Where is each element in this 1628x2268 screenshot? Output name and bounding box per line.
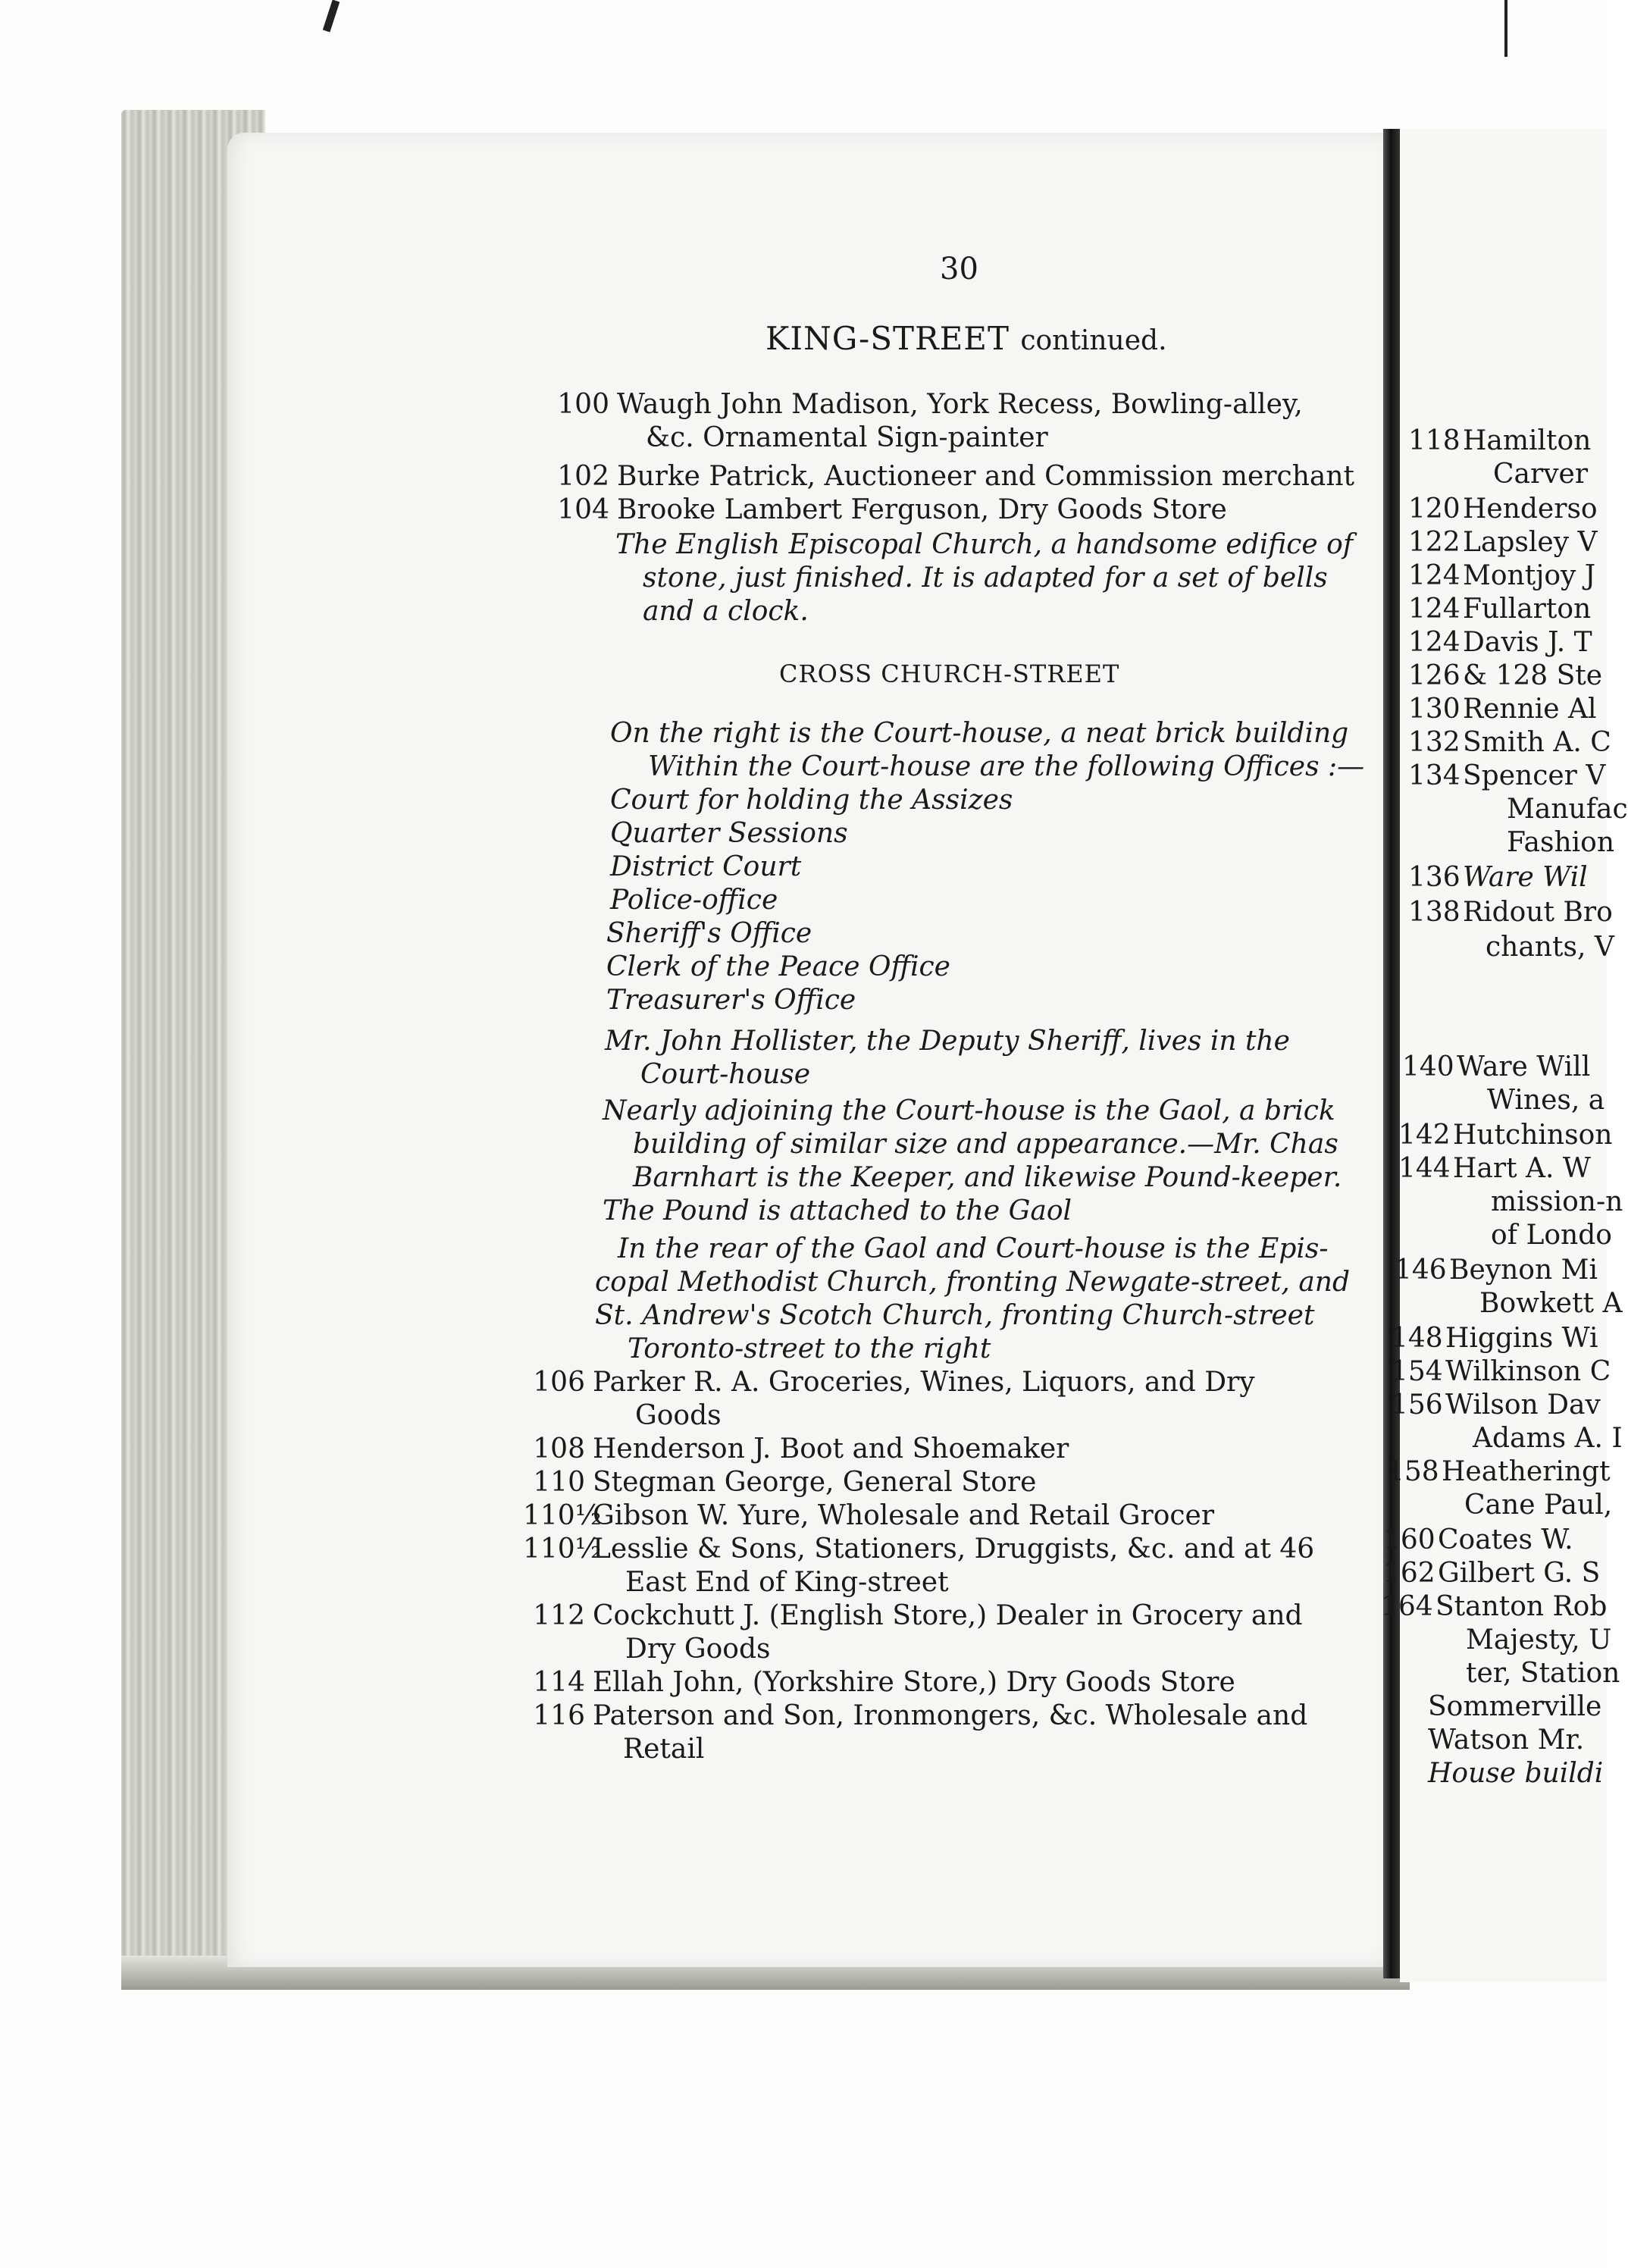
entry-continuation: Retail: [623, 1734, 705, 1765]
cross-street-heading: CROSS CHURCH-STREET: [779, 659, 1120, 688]
right-page-line: mission-n: [1491, 1186, 1623, 1217]
entry-text: Burke Patrick, Auctioneer and Commission merchant: [617, 461, 1355, 492]
entry-continuation: Goods: [635, 1400, 722, 1431]
entry-text: Brooke Lambert Ferguson, Dry Goods Store: [617, 494, 1227, 525]
house-number: 100: [557, 389, 609, 420]
house-number: 108: [533, 1433, 585, 1464]
right-page-line: Majesty, U: [1466, 1624, 1612, 1656]
right-page-line: 146Beynon Mi: [1395, 1255, 1598, 1286]
scratch-mark: [1504, 0, 1507, 57]
right-page-line: 132Smith A. C: [1408, 727, 1611, 758]
right-page-line: 144Hart A. W: [1398, 1153, 1591, 1184]
right-page-line: 138Ridout Bro: [1408, 897, 1613, 928]
house-number: 104: [557, 494, 609, 525]
right-page-line: Bowkett A: [1479, 1288, 1623, 1319]
house-number: 110½: [523, 1533, 602, 1565]
right-page-line: House buildi: [1428, 1758, 1604, 1789]
court-line: Sheriff's Office: [606, 918, 812, 949]
court-line: On the right is the Court-house, a neat brick building: [610, 718, 1349, 749]
right-page-line: Adams A. I: [1473, 1423, 1623, 1454]
court-line: Court for holding the Assizes: [610, 785, 1013, 816]
right-page-line: 126& 128 Ste: [1408, 660, 1603, 691]
court-line: Toronto-street to the right: [628, 1333, 991, 1364]
right-page-line: 160Coates W.: [1383, 1524, 1573, 1555]
right-page-line: 154Wilkinson C: [1391, 1356, 1611, 1387]
entry-continuation: East End of King-street: [625, 1567, 949, 1598]
right-page-line: Fashion: [1507, 827, 1615, 858]
house-number: 110: [533, 1467, 585, 1498]
right-page-line: 164Stanton Rob: [1381, 1591, 1608, 1622]
court-line: In the rear of the Gaol and Court-house is the Epis-: [618, 1233, 1329, 1264]
right-page-line: 162Gilbert G. S: [1383, 1558, 1601, 1589]
right-page-line: Wines, a: [1487, 1085, 1605, 1116]
entry-continuation: Dry Goods: [625, 1634, 771, 1665]
right-page-line: Carver: [1493, 459, 1589, 490]
entry-text: Parker R. A. Groceries, Wines, Liquors, and Dry: [593, 1367, 1255, 1398]
entry-text: Gibson W. Yure, Wholesale and Retail Grocer: [593, 1500, 1215, 1531]
right-page-line: 136Ware Wil: [1408, 862, 1588, 893]
court-line: copal Methodist Church, fronting Newgate-street, and: [595, 1267, 1351, 1298]
entry-text: Waugh John Madison, York Recess, Bowling-alley,: [617, 389, 1303, 420]
entry-text: Paterson and Son, Ironmongers, &c. Wholesale and: [593, 1700, 1308, 1731]
court-line: Barnhart is the Keeper, and likewise Pound-keeper.: [633, 1162, 1342, 1193]
right-page-line: 124Davis J. T: [1408, 627, 1592, 658]
right-page-line: 158Heatheringt: [1387, 1456, 1611, 1487]
court-line: The Pound is attached to the Gaol: [603, 1195, 1072, 1226]
entry-text: Lesslie & Sons, Stationers, Druggists, &c. and at 46: [593, 1533, 1315, 1565]
court-line: Nearly adjoining the Court-house is the Gaol, a brick: [603, 1095, 1335, 1126]
court-line: District Court: [610, 851, 802, 882]
church-note-line: The English Episcopal Church, a handsome edifice of: [615, 529, 1354, 560]
right-page-line: 130Rennie Al: [1408, 694, 1597, 725]
house-number: 110½: [523, 1500, 602, 1531]
right-page-line: 142Hutchinson: [1398, 1120, 1613, 1151]
right-page-line: 124Fullarton: [1408, 594, 1592, 625]
court-line: St. Andrew's Scotch Church, fronting Church-street: [595, 1300, 1315, 1331]
court-line: building of similar size and appearance.—Mr. Chas: [633, 1129, 1338, 1160]
entry-continuation: &c. Ornamental Sign-painter: [646, 422, 1048, 453]
court-line: Police-office: [610, 885, 778, 916]
right-page-line: 140Ware Will: [1402, 1051, 1591, 1082]
court-line: Court-house: [640, 1059, 811, 1090]
right-page-line: 134Spencer V: [1408, 760, 1606, 791]
house-number: 112: [533, 1600, 585, 1631]
right-page-line: 156Wilson Dav: [1391, 1389, 1601, 1421]
right-page-line: 148Higgins Wi: [1391, 1323, 1598, 1354]
right-page-line: 124Montjoy J: [1408, 560, 1596, 591]
entry-text: Stegman George, General Store: [593, 1467, 1037, 1498]
court-line: Quarter Sessions: [610, 818, 848, 849]
entry-text: Ellah John, (Yorkshire Store,) Dry Goods Store: [593, 1667, 1235, 1698]
right-page-line: Cane Paul,: [1464, 1490, 1613, 1521]
entry-text: Cockchutt J. (English Store,) Dealer in Grocery and: [593, 1600, 1303, 1631]
court-line: Treasurer's Office: [606, 985, 856, 1016]
court-line: Clerk of the Peace Office: [606, 951, 950, 982]
right-page-line: Manufac: [1507, 794, 1628, 825]
right-page-line: 118Hamilton: [1408, 425, 1592, 456]
house-number: 116: [533, 1700, 585, 1731]
court-line: Within the Court-house are the following Offices :—: [648, 751, 1365, 782]
section-title-suffix: continued.: [1020, 325, 1167, 356]
right-page-line: chants, V: [1486, 932, 1614, 963]
right-page-line: ter, Station: [1466, 1658, 1620, 1689]
right-page-line: 122Lapsley V: [1408, 527, 1598, 558]
section-title-main: KING-STREET: [765, 320, 1010, 357]
entry-text: Henderson J. Boot and Shoemaker: [593, 1433, 1069, 1464]
right-page-line: of Londo: [1491, 1220, 1612, 1251]
house-number: 106: [533, 1367, 585, 1398]
church-note-line: stone, just finished. It is adapted for a set of bells: [643, 562, 1328, 594]
court-line: Mr. John Hollister, the Deputy Sheriff, lives in the: [605, 1026, 1290, 1057]
section-title: [765, 320, 1167, 357]
right-page-line: 120Henderso: [1408, 493, 1598, 525]
house-number: 114: [533, 1667, 585, 1698]
right-page-line: Watson Mr.: [1428, 1724, 1585, 1756]
house-number: 102: [557, 461, 609, 492]
page-number: 30: [940, 252, 978, 287]
church-note-line: and a clock.: [643, 596, 809, 627]
right-page-line: Sommerville: [1428, 1691, 1602, 1722]
